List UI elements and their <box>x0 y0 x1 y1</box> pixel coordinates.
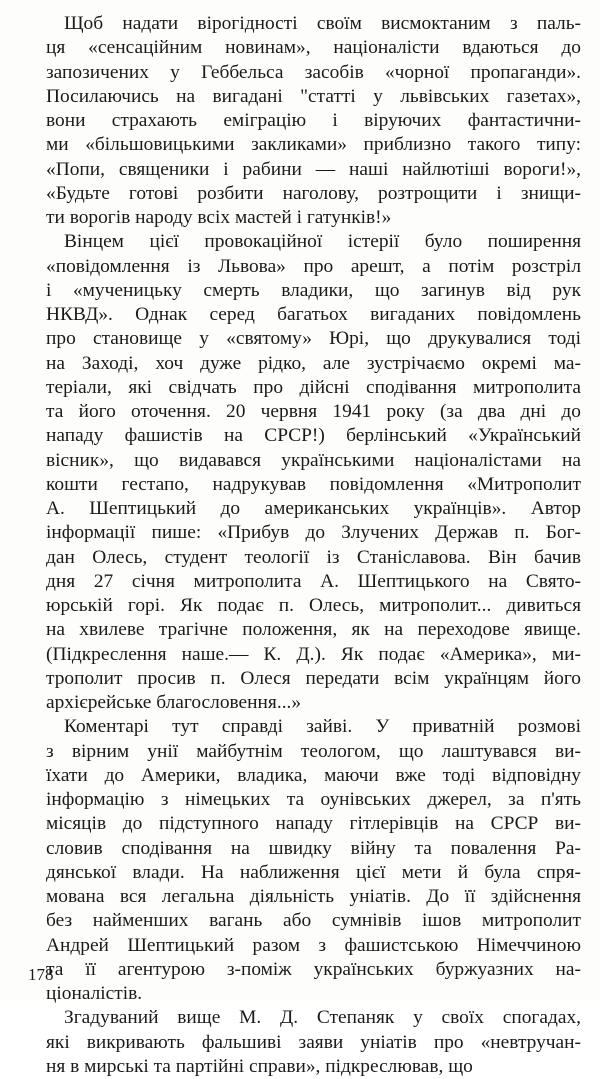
text-line: мована вся легальна діяльність уніатів. До її здійснення <box>46 886 581 907</box>
text-line: та його оточення. 20 червня 1941 року (за два дні до <box>46 401 581 422</box>
text-line: вісник», що видавався українськими націоналістами на <box>46 449 581 471</box>
paragraph <box>46 1006 581 1079</box>
text-line: інформацію з німецьких та оунівських джерел, за п'ять <box>46 789 581 810</box>
text-line: ця «сенсаційним новинам», націоналісти вдаються до <box>46 37 581 59</box>
text-line: з вірним унії майбутнім теологом, що лаштувався ви- <box>46 740 581 762</box>
text-line: юрській горі. Як подає п. Олесь, митрополит... дивиться <box>46 595 581 616</box>
text-line: Щоб надати вірогідності своїм висмоктаним з паль- <box>64 13 581 34</box>
text-line: Андрей Шептицький разом з фашистською Німеччиною <box>46 934 581 956</box>
text-line: без найменших вагань або сумнівів ішов митрополит <box>46 910 581 932</box>
text-line: ти ворогів народу всіх мастей і гатунків!» <box>46 207 392 228</box>
text-line: «Будьте готові розбити наголову, розтрощити і знищи- <box>46 182 581 204</box>
body-text <box>46 12 581 1079</box>
text-line: «повідомлення із Львова» про арешт, а потім розстріл <box>46 255 581 277</box>
text-line: на Заході, хоч дуже рідко, але зустрічаємо окремі ма- <box>46 352 581 374</box>
text-line: теріали, які свідчать про дійсні сподівання митрополита <box>46 376 581 398</box>
text-line: дянської влади. На наближення цієї мети й була спря- <box>46 861 581 883</box>
text-line: Коментарі тут справді зайві. У приватній розмові <box>64 716 581 738</box>
text-line: дня 27 січня митрополита А. Шептицького на Свято- <box>46 570 581 592</box>
text-line: Посилаючись на вигадані "статті у львівських газетах», <box>46 85 581 107</box>
text-line: ня в мирські та партійні справи», підкреслював, що <box>46 1055 473 1077</box>
text-line: про становище у «святому» Юрі, що друкувалися тоді <box>46 328 581 350</box>
text-line: А. Шептицький до американських українців». Автор <box>46 498 581 519</box>
text-line: НКВД». Однак серед багатьох вигаданих повідомлень <box>46 304 581 325</box>
text-line: ціоналістів. <box>46 983 143 1004</box>
text-line: які викривають фальшиві заяви уніатів про «невтручан- <box>46 1031 581 1053</box>
text-line: їхати до Америки, владика, маючи вже тоді відповідну <box>46 764 581 786</box>
text-line: та її агентурою з-поміж українських буржуазних на- <box>46 958 581 980</box>
text-line: дан Олесь, студент теології із Станіславова. Він бачив <box>46 546 581 568</box>
text-line: словив сподівання на швидку війну та повалення Ра- <box>46 837 581 859</box>
text-line: Вінцем цієї провокаційної істерії було поширення <box>64 231 581 253</box>
paragraph <box>46 12 581 230</box>
text-line: (Підкреслення наше.— К. Д.). Як подає «Америка», ми- <box>46 643 581 665</box>
text-line: вони страхають еміграцію і віруючих фантастични- <box>46 110 581 131</box>
text-line: кошти гестапо, надрукував повідомлення «Митрополит <box>46 473 581 495</box>
text-line: нападу фашистів на СРСР!) берлінський «Український <box>46 425 581 447</box>
text-line: на хвилеве трагічне положення, як на переходове явище. <box>46 619 581 641</box>
paragraph <box>46 230 581 715</box>
text-line: інформації пише: «Прибув до Злучених Держав п. Бог- <box>46 522 581 544</box>
page-number: 178 <box>28 965 54 984</box>
text-line: «Попи, священики і рабини — наші найлютіші вороги!», <box>46 158 581 180</box>
text-line: місяців до підступного нападу гітлерівців на СРСР ви- <box>46 813 581 835</box>
paragraph <box>46 715 581 1006</box>
text-line: архієрейське благословення...» <box>46 692 302 713</box>
text-line: Згадуваний вище М. Д. Степаняк у своїх спогадах, <box>64 1007 581 1029</box>
text-line: ми «більшовицькими закликами» приблизно такого типу: <box>46 134 581 156</box>
text-line: трополит просив п. Олеся передати всім українцям його <box>46 667 581 689</box>
text-line: запозичених у Геббельса засобів «чорної пропаганди». <box>46 61 581 83</box>
text-line: і «мученицьку смерть владики, що загинув від рук <box>46 279 581 301</box>
